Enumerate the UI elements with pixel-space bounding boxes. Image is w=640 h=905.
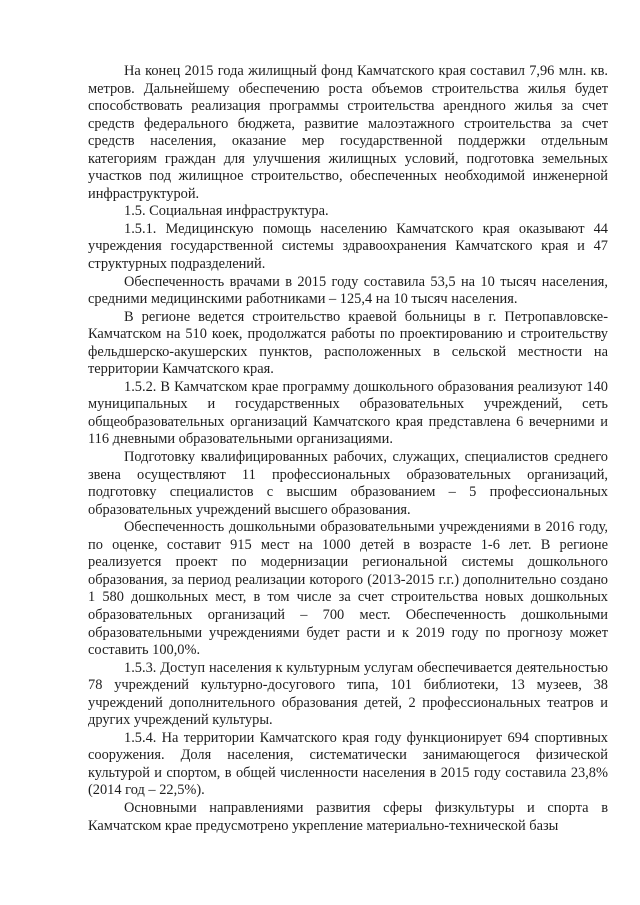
paragraph-culture-access: 1.5.3. Доступ населения к культурным услугам обеспечивается деятельностью 78 учреждений культурно-досугового типа, 101 библиотеки, 13 музеев, 38 учреждений дополнительного образования детей, 2 профессиональных театров и других учреждений культуры. xyxy=(88,659,608,729)
section-heading-social-infrastructure: 1.5. Социальная инфраструктура. xyxy=(124,203,329,220)
paragraph-doctors-ratio: Обеспеченность врачами в 2015 году составила 53,5 на 10 тысяч населения, средними медицинскими работниками – 125,4 на 10 тысяч населения. xyxy=(88,273,608,308)
paragraph-preschool-provision: Обеспеченность дошкольными образовательными учреждениями в 2016 году, по оценке, составит 915 мест на 1000 детей в возрасте 1-6 лет. В регионе реализуется проект по модернизации региональной системы дошкольного образования, за период реализации которого (2013-2015 г.г.) дополнительно создано 1 580 дошкольных мест, в том числе за счет строительства новых дошкольных образовательных организаций – 700 мест. Обеспеченность дошкольными образовательными учреждениями будет расти и к 2019 году по прогнозу может составить 100,0%. xyxy=(88,519,608,659)
paragraph-housing-fund: На конец 2015 года жилищный фонд Камчатского края составил 7,96 млн. кв. метров. Дальнейшему обеспечению роста объемов строительства жилья будет способствовать реализация программы строительства арендного жилья за счет средств федерального бюджета, развитие малоэтажного строительства за счет средств населения, оказание мер государственной поддержки отдельным категориям граждан для улучшения жилищных условий, подготовка земельных участков под жилищное строительство, обеспеченных необходимой инженерной инфраструктурой. xyxy=(88,63,608,202)
paragraph-professional-training: Подготовку квалифицированных рабочих, служащих, специалистов среднего звена осуществляют 11 профессиональных образовательных организаций, подготовку специалистов с высшим образованием – 5 профессиональных образовательных учреждений высшего образования. xyxy=(88,449,608,518)
paragraph-medical-care: 1.5.1. Медицинскую помощь населению Камчатского края оказывают 44 учреждения государственной системы здравоохранения Камчатского края и 47 структурных подразделений. xyxy=(88,220,608,273)
paragraph-hospital-construction: В регионе ведется строительство краевой больницы в г. Петропавловске-Камчатском на 510 коек, продолжатся работы по проектированию и строительству фельдшерско-акушерских пунктов, расположенных в сельской местности на территории Камчатского края. xyxy=(88,308,608,378)
paragraph-sports-facilities: 1.5.4. На территории Камчатского края году функционирует 694 спортивных сооружения. Доля населения, систематически занимающегося физической культурой и спортом, в общей численности населения в 2015 году составила 23,8% (2014 год – 22,5%). xyxy=(88,729,608,799)
paragraph-sports-development: Основными направлениями развития сферы физкультуры и спорта в Камчатском крае предусмотрено укрепление материально-технической базы xyxy=(88,799,608,834)
paragraph-education-institutions: 1.5.2. В Камчатском крае программу дошкольного образования реализуют 140 муниципальных и государственных образовательных учреждений, сеть общеобразовательных организаций Камчатского края представлена 6 вечерними и 116 дневными образовательными организациями. xyxy=(88,378,608,448)
document-body xyxy=(88,63,608,835)
